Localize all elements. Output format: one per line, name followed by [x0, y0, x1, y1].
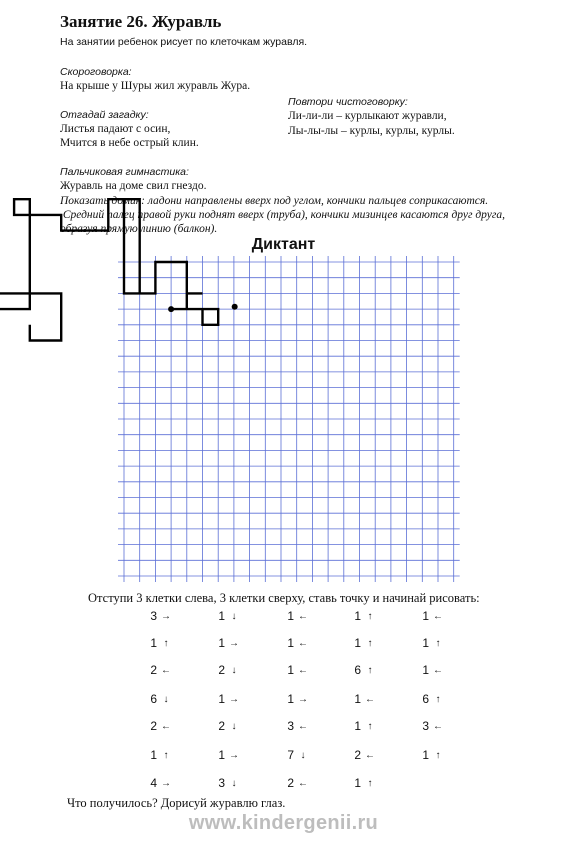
command-count: 2 — [354, 748, 361, 762]
command-count: 1 — [150, 748, 157, 762]
arrow-down-icon: ↓ — [300, 749, 306, 761]
arrow-right-icon: → — [229, 637, 239, 649]
arrow-left-icon: ← — [298, 610, 308, 622]
arrow-up-icon: ↑ — [435, 749, 441, 761]
dictation-command — [283, 719, 309, 733]
command-count: 1 — [354, 609, 361, 623]
dictation-command — [350, 692, 376, 706]
dictation-command — [283, 636, 309, 650]
finger-gym-instruction-3: образуя прямую линию (балкон). — [60, 223, 218, 235]
dictation-instruction: Отступи 3 клетки слева, 3 клетки сверху, ставь точку и начинай рисовать: — [88, 591, 480, 605]
command-count: 1 — [218, 636, 225, 650]
dictation-heading: Диктант — [251, 236, 316, 253]
arrow-left-icon: ← — [433, 610, 443, 622]
arrow-up-icon: ↑ — [163, 637, 169, 649]
command-count: 1 — [287, 609, 294, 623]
dictation-command — [146, 692, 172, 706]
dictation-command — [146, 776, 172, 790]
arrow-right-icon: → — [229, 749, 239, 761]
arrow-down-icon: ↓ — [163, 693, 169, 705]
command-count: 1 — [218, 692, 225, 706]
arrow-down-icon: ↓ — [231, 664, 237, 676]
dictation-command — [350, 663, 376, 677]
command-count: 3 — [150, 609, 157, 623]
dictation-command — [418, 609, 444, 623]
command-count: 1 — [354, 636, 361, 650]
finger-gym-heading: Пальчиковая гимнастика: — [60, 166, 189, 178]
command-count: 2 — [218, 719, 225, 733]
dictation-command — [146, 609, 172, 623]
command-count: 3 — [218, 776, 225, 790]
finger-gym-instruction-1: Показать домик: ладони направлены вверх под углом, кончики пальцев соприкасаются. — [60, 195, 489, 207]
crane-outline — [0, 199, 218, 340]
command-count: 1 — [422, 609, 429, 623]
start-dot — [168, 306, 174, 312]
arrow-up-icon: ↑ — [367, 637, 373, 649]
command-count: 4 — [150, 776, 157, 790]
arrow-up-icon: ↑ — [367, 664, 373, 676]
arrow-up-icon: ↑ — [163, 749, 169, 761]
arrow-left-icon: ← — [433, 720, 443, 732]
dictation-command — [214, 636, 240, 650]
command-count: 3 — [422, 719, 429, 733]
dictation-command — [214, 719, 240, 733]
command-count: 1 — [218, 748, 225, 762]
dictation-command — [146, 719, 172, 733]
arrow-down-icon: ↓ — [231, 777, 237, 789]
command-count: 1 — [354, 719, 361, 733]
command-count: 1 — [422, 663, 429, 677]
command-count: 2 — [218, 663, 225, 677]
arrow-left-icon: ← — [298, 664, 308, 676]
arrow-up-icon: ↑ — [435, 693, 441, 705]
dictation-command — [146, 748, 172, 762]
page-title: Занятие 26. Журавль — [60, 12, 222, 31]
arrow-up-icon: ↑ — [367, 610, 373, 622]
command-count: 6 — [422, 692, 429, 706]
dictation-command — [283, 776, 309, 790]
arrow-left-icon: ← — [365, 749, 375, 761]
arrow-up-icon: ↑ — [435, 637, 441, 649]
arrow-left-icon: ← — [161, 664, 171, 676]
command-count: 1 — [287, 636, 294, 650]
dictation-command — [350, 609, 376, 623]
dictation-command — [418, 636, 444, 650]
command-count: 1 — [287, 663, 294, 677]
dictation-command — [418, 748, 444, 762]
riddle-heading: Отгадай загадку: — [60, 109, 149, 121]
dictation-command — [214, 692, 240, 706]
command-count: 1 — [354, 692, 361, 706]
patter-line-1: Ли-ли-ли – курлыкают журавли, — [288, 110, 447, 122]
arrow-right-icon: → — [161, 610, 171, 622]
dictation-command — [283, 748, 309, 762]
command-count: 7 — [287, 748, 294, 762]
arrow-left-icon: ← — [365, 693, 375, 705]
dictation-command — [418, 663, 444, 677]
arrow-down-icon: ↓ — [231, 610, 237, 622]
riddle-line-1: Листья падают с осин, — [60, 123, 171, 135]
intro-text: На занятии ребенок рисует по клеточкам журавля. — [60, 36, 308, 48]
dictation-command — [146, 663, 172, 677]
tongue-twister-heading: Скороговорка: — [60, 66, 132, 78]
dictation-command — [214, 776, 240, 790]
dictation-command — [418, 719, 444, 733]
arrow-left-icon: ← — [161, 720, 171, 732]
dictation-command — [418, 692, 444, 706]
command-count: 1 — [354, 776, 361, 790]
dictation-command — [214, 748, 240, 762]
command-count: 1 — [422, 636, 429, 650]
finger-gym-text: Журавль на доме свил гнездо. — [60, 180, 207, 192]
arrow-left-icon: ← — [298, 777, 308, 789]
command-count: 1 — [150, 636, 157, 650]
command-count: 6 — [354, 663, 361, 677]
dictation-command — [146, 636, 172, 650]
command-count: 2 — [150, 719, 157, 733]
dictation-command — [350, 719, 376, 733]
command-count: 3 — [287, 719, 294, 733]
command-count: 6 — [150, 692, 157, 706]
patter-line-2: Лы-лы-лы – курлы, курлы, курлы. — [288, 125, 455, 137]
dictation-command — [283, 692, 309, 706]
arrow-down-icon: ↓ — [231, 720, 237, 732]
arrow-up-icon: ↑ — [367, 720, 373, 732]
dictation-command — [350, 636, 376, 650]
arrow-right-icon: → — [298, 693, 308, 705]
dictation-command — [214, 609, 240, 623]
website-link[interactable]: www.kindergenii.ru — [188, 812, 379, 834]
arrow-left-icon: ← — [298, 637, 308, 649]
tongue-twister-text: На крыше у Шуры жил журавль Жура. — [60, 80, 251, 92]
arrow-left-icon: ← — [298, 720, 308, 732]
dictation-command — [350, 748, 376, 762]
arrow-up-icon: ↑ — [367, 777, 373, 789]
patter-heading: Повтори чистоговорку: — [288, 96, 408, 108]
dictation-command — [283, 609, 309, 623]
arrow-right-icon: → — [161, 777, 171, 789]
arrow-left-icon: ← — [433, 664, 443, 676]
grid-lines — [118, 256, 460, 582]
crane-eye — [232, 304, 238, 310]
command-count: 2 — [150, 663, 157, 677]
command-count: 1 — [287, 692, 294, 706]
dictation-command — [214, 663, 240, 677]
command-count: 1 — [422, 748, 429, 762]
command-count: 1 — [218, 609, 225, 623]
dictation-command — [350, 776, 376, 790]
arrow-right-icon: → — [229, 693, 239, 705]
command-count: 2 — [287, 776, 294, 790]
closing-question: Что получилось? Дорисуй журавлю глаз. — [67, 796, 286, 810]
dictation-command — [283, 663, 309, 677]
finger-gym-instruction-2: Средний палец правой руки поднят вверх (труба), кончики мизинцев касаются друг друга, — [60, 209, 505, 221]
riddle-line-2: Мчится в небе острый клин. — [60, 137, 199, 149]
